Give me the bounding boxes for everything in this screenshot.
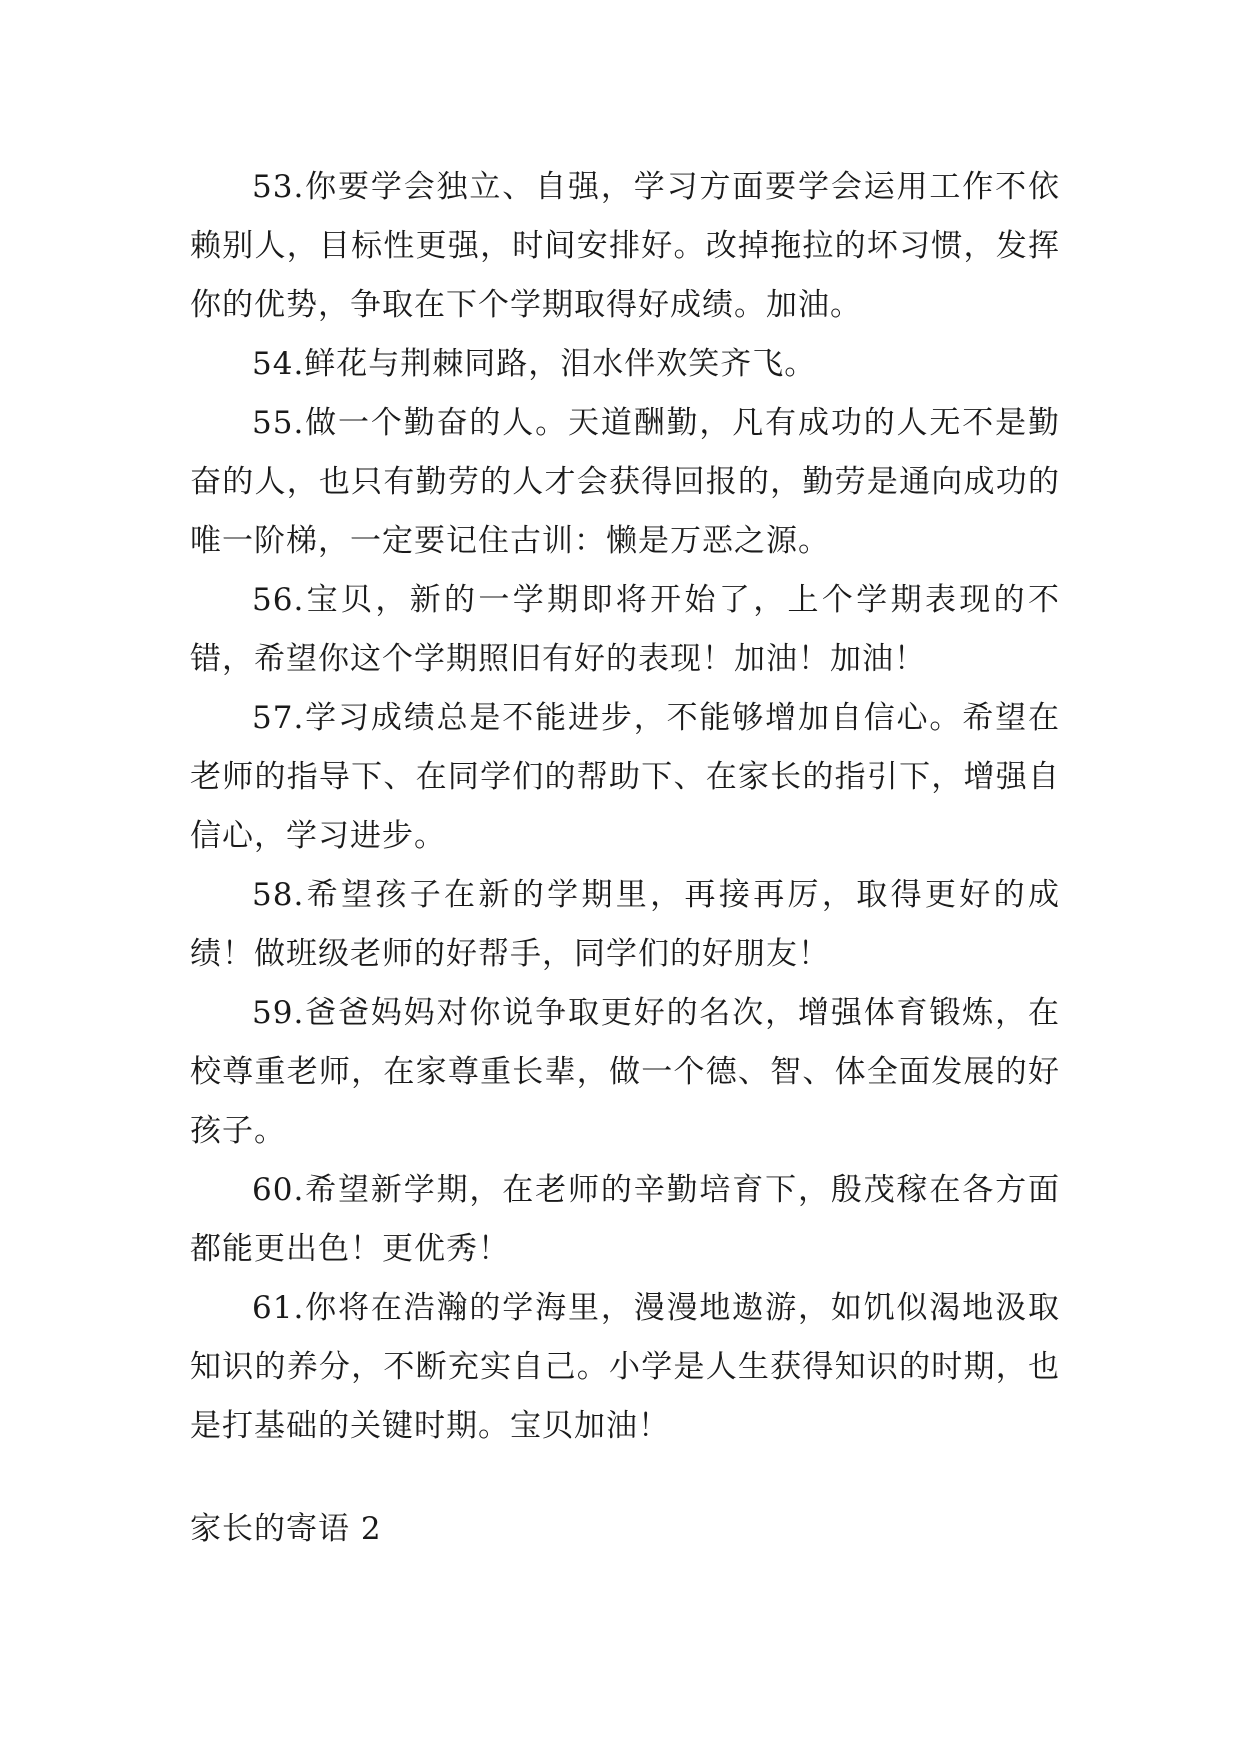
paragraph-59: 59.爸爸妈妈对你说争取更好的名次，增强体育锻炼，在校尊重老师，在家尊重长辈，做一个德、智、体全面发展的好孩子。 <box>190 995 1060 1149</box>
paragraph-61: 61.你将在浩瀚的学海里，漫漫地遨游，如饥似渴地汲取知识的养分，不断充实自己。小学是人生获得知识的时期，也是打基础的关键时期。宝贝加油！ <box>190 1290 1060 1444</box>
paragraph-57: 57.学习成绩总是不能进步，不能够增加自信心。希望在老师的指导下、在同学们的帮助下、在家长的指引下，增强自信心，学习进步。 <box>190 700 1060 854</box>
paragraph-58: 58.希望孩子在新的学期里，再接再厉，取得更好的成绩！做班级老师的好帮手，同学们的好朋友！ <box>190 877 1060 972</box>
paragraph-54: 54.鲜花与荆棘同路，泪水伴欢笑齐飞。 <box>252 346 817 382</box>
paragraph-53: 53.你要学会独立、自强，学习方面要学会运用工作不依赖别人，目标性更强，时间安排好。改掉拖拉的坏习惯，发挥你的优势，争取在下个学期取得好成绩。加油。 <box>190 169 1060 323</box>
document-body <box>190 158 1060 1456</box>
section-heading: 家长的寄语 2 <box>190 1511 382 1547</box>
paragraph-60: 60.希望新学期，在老师的辛勤培育下，殷茂稼在各方面都能更出色！更优秀！ <box>190 1172 1060 1267</box>
paragraph-55: 55.做一个勤奋的人。天道酬勤，凡有成功的人无不是勤奋的人，也只有勤劳的人才会获得回报的，勤劳是通向成功的唯一阶梯，一定要记住古训：懒是万恶之源。 <box>190 405 1060 559</box>
paragraph-56: 56.宝贝，新的一学期即将开始了，上个学期表现的不错，希望你这个学期照旧有好的表现！加油！加油！ <box>190 582 1060 677</box>
